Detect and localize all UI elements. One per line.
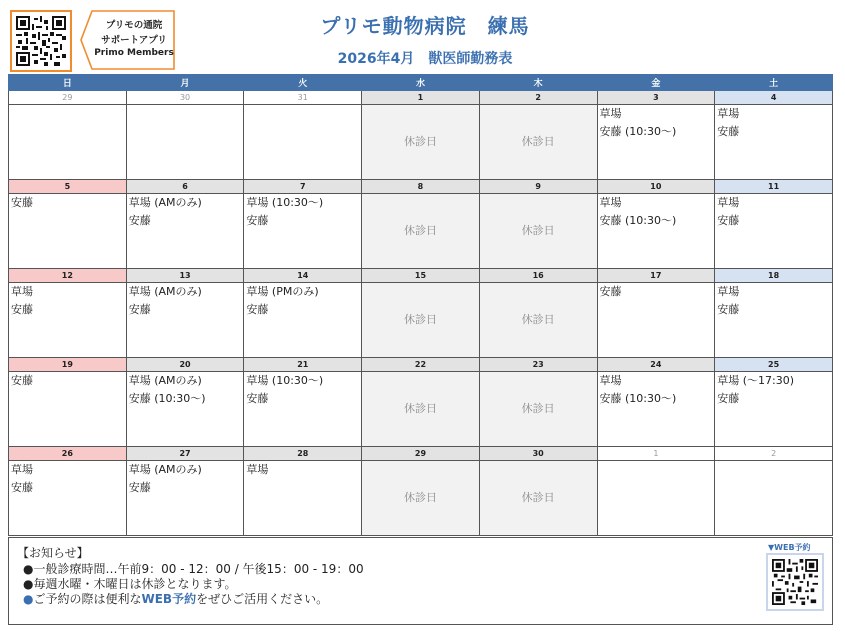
app-badge-line2: サポートアプリ — [101, 35, 167, 46]
vet-shift-entry: 草場 (AMのみ) — [128, 285, 202, 298]
vet-shift-entry: 草場 — [11, 285, 33, 298]
vet-shift-entry: 草場 (AMのみ) — [128, 374, 202, 387]
schedule-row — [9, 372, 833, 447]
vet-shift-entry: 草場 — [246, 463, 269, 476]
closed-day-label: 休診日 — [403, 313, 437, 326]
notice-web-booking — [23, 590, 328, 607]
vet-shift-entry: 安藤 — [246, 214, 269, 227]
schedule-cell-sat — [715, 194, 833, 269]
schedule-cell-thu — [479, 105, 597, 180]
date-cell-sat: 11 — [715, 180, 833, 194]
schedule-cell-sun — [9, 194, 127, 269]
schedule-cell-thu — [479, 372, 597, 447]
vet-shift-entry: 草場 (10:30～) — [246, 374, 324, 387]
vet-shift-entry: 安藤 (10:30～) — [599, 214, 677, 227]
vet-shift-entry: 安藤 — [11, 303, 33, 316]
schedule-cell-tue — [244, 105, 362, 180]
vet-shift-entry: 草場 (～17:30) — [717, 374, 794, 387]
schedule-cell-mon — [126, 461, 244, 536]
notice-box — [8, 537, 833, 625]
date-cell-sat: 18 — [715, 269, 833, 283]
vet-shift-entry: 安藤 — [717, 214, 740, 227]
closed-day-label: 休診日 — [403, 402, 437, 415]
date-cell-sun: 12 — [9, 269, 127, 283]
schedule-row — [9, 461, 833, 536]
closed-day-label: 休診日 — [521, 491, 555, 504]
app-badge-line1: プリモの通院 — [105, 20, 163, 31]
date-cell-wed: 1 — [362, 91, 480, 105]
vet-shift-entry: 草場 (AMのみ) — [128, 463, 202, 476]
date-cell-sat: 2 — [715, 447, 833, 461]
date-cell-wed: 15 — [362, 269, 480, 283]
weekday-mon: 月 — [126, 75, 244, 91]
vet-shift-entry: 安藤 — [246, 303, 269, 316]
vet-shift-entry: 草場 — [599, 374, 622, 387]
date-cell-tue: 31 — [244, 91, 362, 105]
schedule-cell-mon — [126, 105, 244, 180]
app-badge-line3: Primo Members — [94, 48, 174, 58]
vet-shift-entry: 安藤 — [246, 392, 269, 405]
date-cell-fri: 10 — [597, 180, 715, 194]
date-cell-mon: 30 — [126, 91, 244, 105]
schedule-cell-fri — [597, 105, 715, 180]
schedule-cell-sun — [9, 461, 127, 536]
date-cell-fri: 3 — [597, 91, 715, 105]
date-row — [9, 358, 833, 372]
schedule-cell-wed — [362, 372, 480, 447]
weekday-fri: 金 — [597, 75, 715, 91]
weekday-tue: 火 — [244, 75, 362, 91]
schedule-cell-sat — [715, 283, 833, 358]
closed-day-label: 休診日 — [403, 135, 437, 148]
schedule-cell-wed — [362, 194, 480, 269]
page-title: プリモ動物病院 練馬 — [320, 14, 530, 38]
schedule-cell-tue — [244, 283, 362, 358]
vet-shift-entry: 安藤 (10:30～) — [599, 392, 677, 405]
date-cell-sun: 5 — [9, 180, 127, 194]
weekday-sun: 日 — [9, 75, 127, 91]
date-cell-thu: 30 — [479, 447, 597, 461]
date-cell-mon: 27 — [126, 447, 244, 461]
web-booking-qr-code-icon[interactable] — [766, 553, 824, 611]
bullet-icon: ● — [23, 592, 34, 606]
vet-shift-entry: 草場 (AMのみ) — [128, 196, 202, 209]
app-qr-code-icon[interactable] — [10, 10, 72, 72]
vet-shift-entry: 草場 — [599, 107, 622, 120]
schedule-cell-mon — [126, 283, 244, 358]
date-cell-mon: 6 — [126, 180, 244, 194]
date-cell-tue: 14 — [244, 269, 362, 283]
closed-day-label: 休診日 — [403, 491, 437, 504]
date-cell-fri: 24 — [597, 358, 715, 372]
date-cell-wed: 8 — [362, 180, 480, 194]
date-row — [9, 91, 833, 105]
schedule-cell-thu — [479, 461, 597, 536]
notice-hours: ●一般診療時間…午前9：00 - 12：00 / 午後15：00 - 19：00 — [23, 562, 364, 576]
schedule-cell-fri — [597, 461, 715, 536]
weekday-sat: 土 — [715, 75, 833, 91]
date-cell-wed: 29 — [362, 447, 480, 461]
vet-shift-entry: 草場 — [717, 196, 740, 209]
date-row — [9, 447, 833, 461]
schedule-row — [9, 283, 833, 358]
vet-shift-entry: 安藤 — [11, 481, 33, 494]
date-cell-mon: 20 — [126, 358, 244, 372]
schedule-cell-mon — [126, 372, 244, 447]
schedule-cell-wed — [362, 105, 480, 180]
date-cell-sat: 25 — [715, 358, 833, 372]
date-cell-mon: 13 — [126, 269, 244, 283]
web-booking-link[interactable]: WEB予約 — [141, 592, 197, 606]
date-cell-tue: 21 — [244, 358, 362, 372]
date-cell-fri: 17 — [597, 269, 715, 283]
notice-web-pre: ご予約の際は便利な — [33, 592, 142, 606]
schedule-cell-mon — [126, 194, 244, 269]
closed-day-label: 休診日 — [403, 224, 437, 237]
date-row — [9, 180, 833, 194]
vet-shift-entry: 草場 (PMのみ) — [246, 285, 319, 298]
date-cell-sat: 4 — [715, 91, 833, 105]
schedule-cell-sat — [715, 105, 833, 180]
closed-day-label: 休診日 — [521, 313, 555, 326]
notice-closed-days: ●毎週水曜・木曜日は休診となります。 — [23, 577, 237, 591]
schedule-cell-sat — [715, 372, 833, 447]
schedule-row — [9, 105, 833, 180]
schedule-cell-fri — [597, 283, 715, 358]
schedule-cell-sat — [715, 461, 833, 536]
closed-day-label: 休診日 — [521, 135, 555, 148]
vet-shift-entry: 草場 (10:30～) — [246, 196, 324, 209]
app-badge — [80, 10, 175, 70]
date-cell-fri: 1 — [597, 447, 715, 461]
schedule-cell-tue — [244, 372, 362, 447]
web-booking-label: ▼WEB予約 — [768, 543, 811, 552]
schedule-cell-wed — [362, 283, 480, 358]
closed-day-label: 休診日 — [521, 224, 555, 237]
date-cell-thu: 16 — [479, 269, 597, 283]
vet-shift-entry: 安藤 — [128, 303, 151, 316]
schedule-cell-thu — [479, 283, 597, 358]
schedule-cell-fri — [597, 372, 715, 447]
vet-shift-entry: 安藤 (10:30～) — [599, 125, 677, 138]
date-cell-sun: 19 — [9, 358, 127, 372]
weekday-thu: 木 — [479, 75, 597, 91]
schedule-row — [9, 194, 833, 269]
date-cell-sun: 29 — [9, 91, 127, 105]
vet-shift-entry: 安藤 — [599, 285, 622, 298]
vet-shift-entry: 安藤 — [717, 303, 740, 316]
date-cell-thu: 2 — [479, 91, 597, 105]
schedule-cell-fri — [597, 194, 715, 269]
weekday-wed: 水 — [362, 75, 480, 91]
vet-shift-entry: 草場 — [11, 463, 33, 476]
vet-shift-entry: 安藤 — [11, 196, 33, 209]
vet-shift-entry: 草場 — [599, 196, 622, 209]
vet-shift-entry: 草場 — [717, 107, 740, 120]
date-cell-tue: 28 — [244, 447, 362, 461]
date-cell-wed: 22 — [362, 358, 480, 372]
schedule-cell-sun — [9, 283, 127, 358]
vet-shift-entry: 安藤 — [717, 392, 740, 405]
notice-title: 【お知らせ】 — [17, 546, 89, 560]
closed-day-label: 休診日 — [521, 402, 555, 415]
weekday-header-row — [9, 75, 833, 91]
date-cell-tue: 7 — [244, 180, 362, 194]
schedule-cell-sun — [9, 372, 127, 447]
date-cell-sun: 26 — [9, 447, 127, 461]
date-cell-thu: 9 — [479, 180, 597, 194]
notice-web-post: をぜひご活用ください。 — [196, 592, 329, 606]
vet-shift-entry: 安藤 — [128, 214, 151, 227]
vet-shift-entry: 安藤 (10:30～) — [128, 392, 206, 405]
date-row — [9, 269, 833, 283]
date-cell-thu: 23 — [479, 358, 597, 372]
vet-shift-entry: 安藤 — [717, 125, 740, 138]
schedule-cell-tue — [244, 194, 362, 269]
vet-shift-entry: 安藤 — [11, 374, 33, 387]
page-subtitle: 2026年4月 獣医師勤務表 — [337, 51, 513, 67]
schedule-cell-thu — [479, 194, 597, 269]
schedule-cell-tue — [244, 461, 362, 536]
schedule-cell-sun — [9, 105, 127, 180]
schedule-cell-wed — [362, 461, 480, 536]
vet-shift-entry: 草場 — [717, 285, 740, 298]
schedule-calendar — [8, 74, 833, 536]
vet-shift-entry: 安藤 — [128, 481, 151, 494]
